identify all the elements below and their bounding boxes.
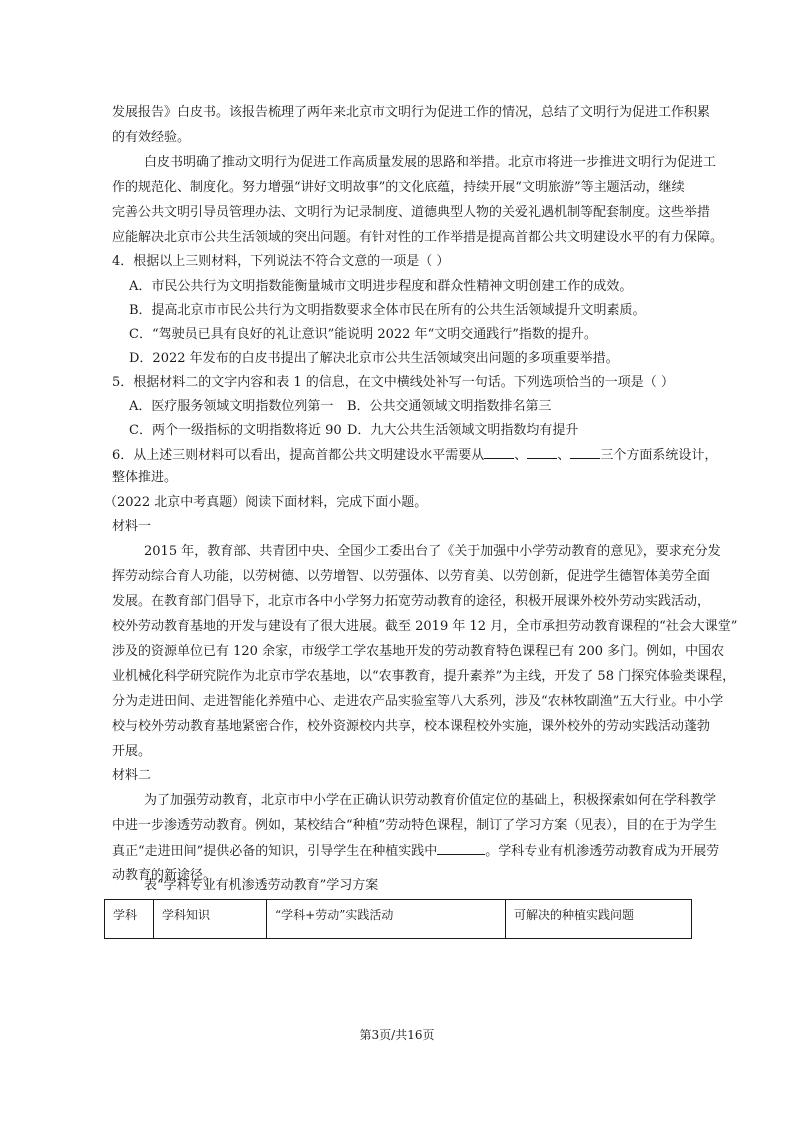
question-4-option-d: D．2022 年发布的白皮书提出了解决北京市公共生活领域突出问题的多项重要举措。 [129,351,619,366]
material-2-line: 中进一步渗透劳动教育。例如，某校结合“种植”劳动特色课程，制订了学习方案（见表），目的在于为学生 [112,818,717,833]
question-5-option-d: D．九大公共生活领域文明指数均有提升 [347,423,579,438]
material-1-line: 开展。 [112,744,152,759]
study-plan-table [104,899,692,939]
material-1-line: 涉及的资源单位已有 120 余家，市级学工学农基地开发的劳动教育特色课程已有 200 多门。例如，中国农 [112,644,725,659]
material-1-line: 校与校外劳动教育基地紧密合作，校外资源校内共享，校本课程校外实施，课外校外的劳动实践活动蓬勃 [112,719,711,734]
material-2-line3-suffix: 。学科专业有机渗透劳动教育成为开展劳 [485,844,720,859]
material-2-title: 材料二 [112,768,152,783]
question-4-option-a: A．市民公共行为文明指数能衡量城市文明进步程度和群众性精神文明创建工作的成效。 [129,279,633,294]
table-header-cell: 学科知识 [154,900,267,939]
table-header-row [105,900,692,939]
material-2-line [112,841,719,862]
material-1-line: 2015 年，教育部、共青团中央、全国少工委出台了《关于加强中小学劳动教育的意见》，要求充分发 [144,544,721,559]
question-5-stem: 5．根据材料二的文字内容和表 1 的信息，在文中横线处补写一句话。下列选项恰当的一项是（ ） [112,375,674,390]
para2-line: 白皮书明确了推动文明行为促进工作高质量发展的思路和举措。北京市将进一步推进文明行为促进工 [144,155,717,170]
question-4-option-c: C．“驾驶员已具有良好的礼让意识”能说明 2022 年“文明交通践行”指数的提升。 [129,327,597,342]
question-5-option-c: C．两个一级指标的文明指数将近 90 [129,423,342,438]
material-2-line: 为了加强劳动教育，北京市中小学在正确认识劳动教育价值定位的基础上，积极探索如何在学科教学 [144,793,717,808]
table-caption: 表“学科专业有机渗透劳动教育”学习方案 [144,878,379,893]
question-6-prefix: 6．从上述三则材料可以看出，提高首都公共文明建设水平需要从 [112,448,485,463]
material-1-line: 业机械化科学研究院作为北京市学农基地，以“农事教育，提升素养”为主线，开发了 58 门探究体验类课程， [112,669,736,684]
question-6-stem [112,445,717,466]
para1-line: 发展报告》白皮书。该报告梳理了两年来北京市文明行为促进工作的情况，总结了文明行为促进工作积累 [112,105,711,120]
material-1-line: 发展。在教育部门倡导下，北京市各中小学努力拓宽劳动教育的途径，积极开展课外校外劳动实践活动， [112,594,711,609]
separator: 、 [514,448,528,463]
table-header-cell: 学科 [105,900,154,939]
material-2-line: 动教育的新途径。 [112,868,217,883]
answer-blank [570,445,600,459]
para1-line: 的有效经验。 [112,130,191,145]
table-header-cell: 可解决的种植实践问题 [506,900,692,939]
question-4-stem: 4．根据以上三则材料，下列说法不符合文意的一项是（ ） [112,254,450,269]
separator: 、 [557,448,571,463]
answer-blank [527,445,557,459]
table-header-cell: “学科+劳动”实践活动 [267,900,506,939]
question-6-suffix: 三个方面系统设计， [600,448,718,463]
para2-line: 应能解决北京市公共生活领域的突出问题。有针对性的工作举措是提高首都公共文明建设水平的有力保障。 [112,230,724,245]
para2-line: 作的规范化、制度化。努力增强“讲好文明故事”的文化底蕴，持续开展“文明旅游”等主题活动，继续 [112,180,685,195]
source-line: （2022 北京中考真题）阅读下面材料，完成下面小题。 [104,495,428,510]
material-2-line3-text: 真正“走进田间”提供必备的知识，引导学生在种植实践中 [112,844,438,859]
material-1-line: 校外劳动教育基地的开发与建设有了很大进展。截至 2019 年 12 月，全市承担劳动教育课程的“社会大课堂” [112,619,738,634]
material-1-line: 挥劳动综合育人功能，以劳树德、以劳增智、以劳强体、以劳育美、以劳创新，促进学生德智体美劳全面 [112,569,711,584]
answer-blank [484,445,514,459]
question-5-option-b: B．公共交通领域文明指数排名第三 [347,399,552,414]
question-4-option-b: B．提高北京市市民公共行为文明指数要求全体市民在所有的公共生活领域提升文明素质。 [129,303,646,318]
page-footer: 第3页/共16页 [359,1028,435,1042]
question-6-line2: 整体推进。 [112,470,178,485]
question-5-option-a: A．医疗服务领域文明指数位列第一 [129,399,334,414]
material-1-title: 材料一 [112,519,152,534]
answer-blank [437,841,485,855]
material-1-line: 分为走进田间、走进智能化养殖中心、走进农产品实验室等八大系列，涉及“农林牧副渔”五大行业。中小学 [112,694,724,709]
para2-line: 完善公共文明引导员管理办法、文明行为记录制度、道德典型人物的关爱礼遇机制等配套制度。这些举措 [112,205,711,220]
